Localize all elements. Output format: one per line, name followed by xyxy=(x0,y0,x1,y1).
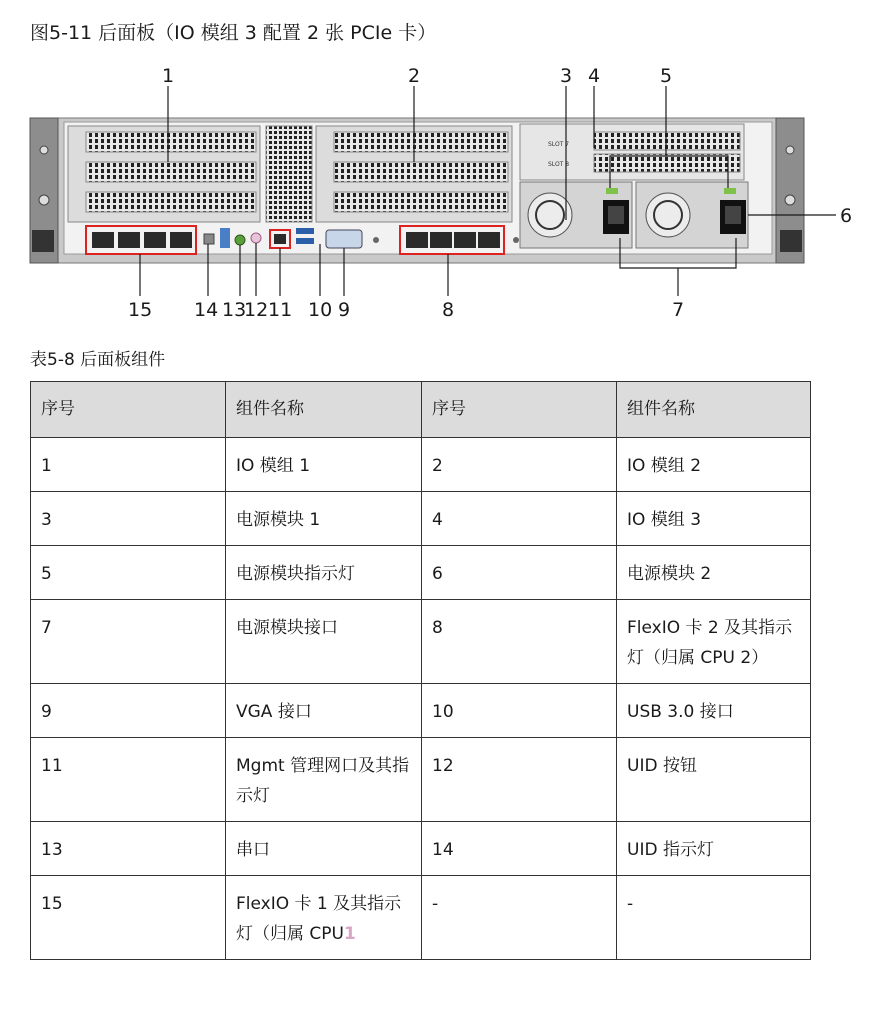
callout-2: 2 xyxy=(408,65,421,87)
table-cell: 15 xyxy=(31,876,226,960)
table-title: 表5-8 后面板组件 xyxy=(30,350,166,370)
callout-4: 4 xyxy=(588,65,601,87)
component-table xyxy=(30,381,811,960)
table-cell: VGA 接口 xyxy=(226,684,422,738)
table-cell: 3 xyxy=(31,492,226,546)
callout-6: 6 xyxy=(840,205,853,227)
table-cell: UID 指示灯 xyxy=(617,822,811,876)
table-cell: 4 xyxy=(422,492,617,546)
power-supply-2 xyxy=(636,182,748,248)
uid-strip xyxy=(220,228,230,248)
table-cell: 6 xyxy=(422,546,617,600)
table-cell: FlexIO 卡 2 及其指示灯（归属 CPU 2） xyxy=(617,600,811,684)
callout-11: 11 xyxy=(268,299,293,321)
table-row xyxy=(31,822,811,876)
table-cell: 5 xyxy=(31,546,226,600)
table-cell: IO 模组 2 xyxy=(617,438,811,492)
io-module-3 xyxy=(520,124,744,180)
callout-13: 13 xyxy=(222,299,247,321)
callout-9: 9 xyxy=(338,299,351,321)
psu2-indicator xyxy=(724,188,736,194)
figure-title: 图5-11 后面板（IO 模组 3 配置 2 张 PCIe 卡） xyxy=(30,22,437,44)
callout-15: 15 xyxy=(128,299,153,321)
usb-port-2 xyxy=(296,238,314,244)
power-supply-1 xyxy=(520,182,632,248)
table-cell: 12 xyxy=(422,738,617,822)
table-header-row xyxy=(31,382,811,438)
table-cell: 7 xyxy=(31,600,226,684)
table-cell: 1 xyxy=(31,438,226,492)
trailing-mark: 1 xyxy=(343,924,356,944)
vga-port xyxy=(326,230,362,248)
table-cell: 2 xyxy=(422,438,617,492)
callout-10: 10 xyxy=(308,299,333,321)
table-cell: 电源模块 1 xyxy=(226,492,422,546)
table-cell: 电源模块指示灯 xyxy=(226,546,422,600)
rear-panel-figure xyxy=(28,60,868,330)
table-row xyxy=(31,684,811,738)
callout-1: 1 xyxy=(162,65,175,87)
header-cell: 组件名称 xyxy=(617,382,811,438)
serial-port xyxy=(235,235,245,245)
table-cell: - xyxy=(617,876,811,960)
uid-button xyxy=(251,233,261,243)
table-cell: 电源模块 2 xyxy=(617,546,811,600)
uid-indicator xyxy=(204,234,214,244)
slot8-label: SLOT 8 xyxy=(548,161,570,168)
header-cell: 序号 xyxy=(31,382,226,438)
cell-text: FlexIO 卡 1 及其指示灯（归属 CPU xyxy=(236,894,402,944)
table-cell: IO 模组 1 xyxy=(226,438,422,492)
center-vent xyxy=(266,126,312,222)
callout-7: 7 xyxy=(672,299,685,321)
rear-panel-diagram xyxy=(28,60,868,330)
header-cell: 组件名称 xyxy=(226,382,422,438)
table-cell: 10 xyxy=(422,684,617,738)
callout-14: 14 xyxy=(194,299,219,321)
table-cell: 8 xyxy=(422,600,617,684)
callout-3: 3 xyxy=(560,65,573,87)
slot7-label: SLOT 7 xyxy=(548,141,570,148)
table-cell: 串口 xyxy=(226,822,422,876)
table-cell: 电源模块接口 xyxy=(226,600,422,684)
table-row xyxy=(31,600,811,684)
table-row xyxy=(31,492,811,546)
table-cell: 13 xyxy=(31,822,226,876)
table-row xyxy=(31,438,811,492)
table-cell: - xyxy=(422,876,617,960)
table-cell: UID 按钮 xyxy=(617,738,811,822)
table-cell: USB 3.0 接口 xyxy=(617,684,811,738)
header-cell: 序号 xyxy=(422,382,617,438)
table-row xyxy=(31,876,811,960)
table-cell: IO 模组 3 xyxy=(617,492,811,546)
usb-port-1 xyxy=(296,228,314,234)
psu1-indicator xyxy=(606,188,618,194)
table-cell xyxy=(226,876,422,960)
table-cell: Mgmt 管理网口及其指示灯 xyxy=(226,738,422,822)
table-cell: 11 xyxy=(31,738,226,822)
io-module-1 xyxy=(68,126,260,222)
callout-5: 5 xyxy=(660,65,673,87)
callout-12: 12 xyxy=(244,299,269,321)
table-row xyxy=(31,738,811,822)
callout-8: 8 xyxy=(442,299,455,321)
table-row xyxy=(31,546,811,600)
table-cell: 9 xyxy=(31,684,226,738)
table-cell: 14 xyxy=(422,822,617,876)
